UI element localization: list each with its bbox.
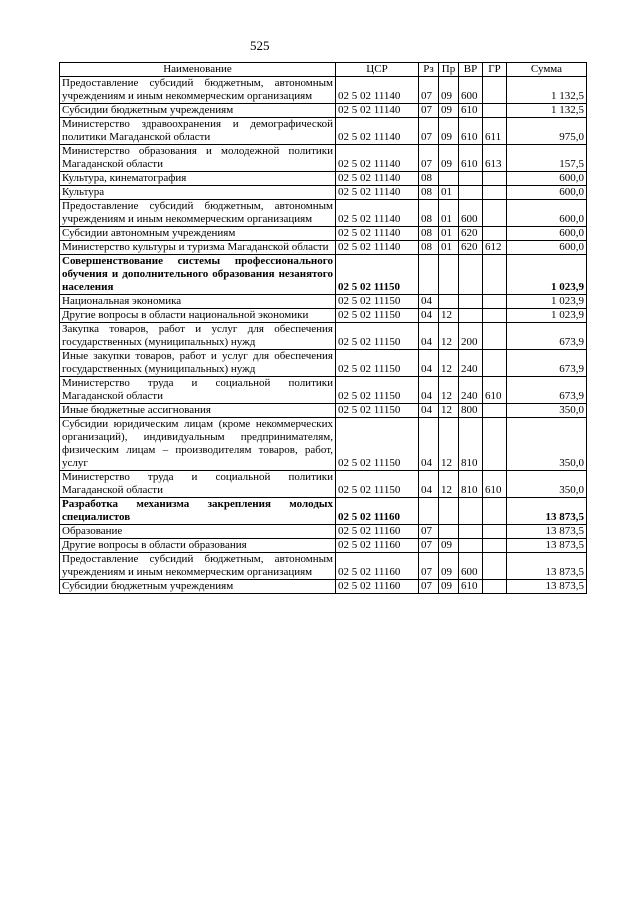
cell-sum: 600,0 [507,200,587,227]
table-row [60,186,587,200]
cell-rz: 07 [419,525,439,539]
table-row [60,498,587,525]
cell-rz: 04 [419,350,439,377]
cell-pr [439,172,459,186]
table-row [60,350,587,377]
cell-csr: 02 5 02 11150 [336,404,419,418]
cell-vr [459,539,483,553]
cell-pr: 09 [439,145,459,172]
cell-pr: 09 [439,580,459,594]
cell-rz: 07 [419,539,439,553]
cell-csr: 02 5 02 11140 [336,186,419,200]
cell-sum: 13 873,5 [507,539,587,553]
cell-vr: 810 [459,471,483,498]
cell-sum: 673,9 [507,350,587,377]
cell-pr: 09 [439,104,459,118]
cell-gr [483,77,507,104]
cell-sum: 600,0 [507,186,587,200]
cell-vr: 200 [459,323,483,350]
cell-gr: 611 [483,118,507,145]
cell-pr [439,498,459,525]
cell-vr: 810 [459,418,483,471]
table-row [60,471,587,498]
cell-vr: 600 [459,200,483,227]
cell-sum: 13 873,5 [507,580,587,594]
cell-csr: 02 5 02 11140 [336,200,419,227]
table-row [60,295,587,309]
cell-sum: 350,0 [507,471,587,498]
cell-name: Субсидии юридическим лицам (кроме некоммерческих организаций), индивидуальным предпринимателям, физическим лицам – производителям товаров, работ, услуг [60,418,336,471]
cell-vr: 610 [459,145,483,172]
cell-sum: 1 023,9 [507,309,587,323]
cell-csr: 02 5 02 11160 [336,553,419,580]
cell-vr: 240 [459,350,483,377]
cell-pr: 09 [439,77,459,104]
cell-sum: 600,0 [507,172,587,186]
cell-name: Субсидии бюджетным учреждениям [60,104,336,118]
cell-rz: 04 [419,418,439,471]
table-header-row [60,63,587,77]
cell-csr: 02 5 02 11150 [336,255,419,295]
table-row [60,255,587,295]
cell-pr: 01 [439,241,459,255]
header-name: Наименование [60,63,336,77]
cell-pr: 12 [439,309,459,323]
cell-name: Образование [60,525,336,539]
cell-rz: 07 [419,580,439,594]
cell-rz: 08 [419,241,439,255]
cell-gr: 612 [483,241,507,255]
cell-csr: 02 5 02 11160 [336,525,419,539]
cell-name: Закупка товаров, работ и услуг для обеспечения государственных (муниципальных) нужд [60,323,336,350]
cell-csr: 02 5 02 11140 [336,118,419,145]
cell-pr: 09 [439,539,459,553]
cell-rz: 08 [419,227,439,241]
cell-sum: 975,0 [507,118,587,145]
cell-vr: 610 [459,118,483,145]
cell-vr [459,255,483,295]
cell-pr: 01 [439,227,459,241]
cell-sum: 350,0 [507,404,587,418]
cell-csr: 02 5 02 11140 [336,145,419,172]
cell-gr [483,418,507,471]
table-row [60,404,587,418]
cell-vr: 620 [459,227,483,241]
cell-vr [459,309,483,323]
cell-gr [483,295,507,309]
cell-csr: 02 5 02 11160 [336,498,419,525]
cell-gr [483,350,507,377]
cell-name: Иные бюджетные ассигнования [60,404,336,418]
cell-pr: 12 [439,418,459,471]
cell-pr: 09 [439,118,459,145]
cell-gr: 613 [483,145,507,172]
cell-pr [439,295,459,309]
cell-gr [483,309,507,323]
header-vr: ВР [459,63,483,77]
cell-csr: 02 5 02 11140 [336,241,419,255]
cell-rz: 07 [419,118,439,145]
table-row [60,118,587,145]
cell-sum: 13 873,5 [507,525,587,539]
cell-sum: 157,5 [507,145,587,172]
cell-rz: 08 [419,200,439,227]
cell-pr: 09 [439,553,459,580]
table-row [60,553,587,580]
table-row [60,309,587,323]
cell-rz: 08 [419,172,439,186]
cell-rz: 04 [419,323,439,350]
cell-gr: 610 [483,377,507,404]
header-pr: Пр [439,63,459,77]
header-sum: Сумма [507,63,587,77]
cell-name: Субсидии бюджетным учреждениям [60,580,336,594]
cell-gr [483,186,507,200]
cell-name: Министерство здравоохранения и демографической политики Магаданской области [60,118,336,145]
header-rz: Рз [419,63,439,77]
cell-pr: 12 [439,323,459,350]
budget-table [59,62,587,594]
cell-vr [459,295,483,309]
cell-name: Министерство труда и социальной политики Магаданской области [60,471,336,498]
cell-rz [419,498,439,525]
cell-name: Субсидии автономным учреждениям [60,227,336,241]
cell-csr: 02 5 02 11140 [336,227,419,241]
cell-pr: 12 [439,471,459,498]
cell-gr [483,525,507,539]
cell-name: Предоставление субсидий бюджетным, автономным учреждениям и иным некоммерческим организациям [60,553,336,580]
table-row [60,323,587,350]
cell-name: Предоставление субсидий бюджетным, автономным учреждениям и иным некоммерческим организациям [60,200,336,227]
table-row [60,104,587,118]
cell-name: Национальная экономика [60,295,336,309]
cell-vr: 800 [459,404,483,418]
cell-gr [483,104,507,118]
table-row [60,172,587,186]
cell-gr [483,255,507,295]
cell-rz: 04 [419,377,439,404]
cell-sum: 600,0 [507,227,587,241]
cell-gr [483,200,507,227]
cell-pr: 01 [439,200,459,227]
cell-sum: 1 132,5 [507,104,587,118]
cell-sum: 1 023,9 [507,295,587,309]
cell-pr: 12 [439,404,459,418]
header-csr: ЦСР [336,63,419,77]
table-row [60,525,587,539]
cell-rz: 04 [419,295,439,309]
cell-csr: 02 5 02 11150 [336,377,419,404]
table-row [60,580,587,594]
cell-pr [439,525,459,539]
cell-name: Министерство культуры и туризма Магаданской области [60,241,336,255]
cell-gr [483,553,507,580]
cell-name: Культура [60,186,336,200]
cell-vr: 240 [459,377,483,404]
cell-rz [419,255,439,295]
table-row [60,241,587,255]
cell-csr: 02 5 02 11150 [336,309,419,323]
cell-sum: 673,9 [507,377,587,404]
cell-vr: 600 [459,553,483,580]
cell-vr: 600 [459,77,483,104]
cell-gr [483,323,507,350]
cell-gr [483,539,507,553]
table-row [60,377,587,404]
cell-csr: 02 5 02 11150 [336,471,419,498]
header-gr: ГР [483,63,507,77]
table-row [60,200,587,227]
cell-rz: 07 [419,553,439,580]
cell-name: Культура, кинематография [60,172,336,186]
page-number: 525 [250,38,270,53]
cell-csr: 02 5 02 11150 [336,350,419,377]
cell-pr: 12 [439,350,459,377]
cell-csr: 02 5 02 11160 [336,580,419,594]
cell-pr [439,255,459,295]
cell-csr: 02 5 02 11150 [336,418,419,471]
cell-gr [483,172,507,186]
cell-vr [459,498,483,525]
cell-name: Другие вопросы в области образования [60,539,336,553]
cell-sum: 350,0 [507,418,587,471]
cell-sum: 13 873,5 [507,553,587,580]
table-row [60,145,587,172]
cell-rz: 04 [419,471,439,498]
cell-name: Другие вопросы в области национальной экономики [60,309,336,323]
cell-vr: 620 [459,241,483,255]
cell-vr: 610 [459,104,483,118]
cell-pr: 01 [439,186,459,200]
cell-name: Министерство труда и социальной политики Магаданской области [60,377,336,404]
cell-name: Совершенствование системы профессионального обучения и дополнительного образования незанятого населения [60,255,336,295]
table-row [60,539,587,553]
cell-name: Иные закупки товаров, работ и услуг для обеспечения государственных (муниципальных) нужд [60,350,336,377]
cell-rz: 08 [419,186,439,200]
cell-sum: 13 873,5 [507,498,587,525]
cell-vr [459,186,483,200]
cell-gr [483,404,507,418]
cell-csr: 02 5 02 11140 [336,104,419,118]
cell-sum: 1 132,5 [507,77,587,104]
cell-vr [459,525,483,539]
cell-name: Предоставление субсидий бюджетным, автономным учреждениям и иным некоммерческим организациям [60,77,336,104]
cell-gr [483,227,507,241]
table-row [60,77,587,104]
cell-gr [483,580,507,594]
cell-rz: 07 [419,104,439,118]
cell-pr: 12 [439,377,459,404]
cell-csr: 02 5 02 11160 [336,539,419,553]
cell-csr: 02 5 02 11140 [336,77,419,104]
cell-sum: 600,0 [507,241,587,255]
cell-name: Министерство образования и молодежной политики Магаданской области [60,145,336,172]
cell-name: Разработка механизма закрепления молодых специалистов [60,498,336,525]
cell-rz: 07 [419,77,439,104]
cell-rz: 07 [419,145,439,172]
cell-sum: 1 023,9 [507,255,587,295]
cell-csr: 02 5 02 11150 [336,323,419,350]
cell-gr [483,498,507,525]
cell-gr: 610 [483,471,507,498]
cell-rz: 04 [419,404,439,418]
cell-vr: 610 [459,580,483,594]
cell-vr [459,172,483,186]
table-row [60,418,587,471]
cell-csr: 02 5 02 11140 [336,172,419,186]
cell-csr: 02 5 02 11150 [336,295,419,309]
cell-rz: 04 [419,309,439,323]
cell-sum: 673,9 [507,323,587,350]
table-row [60,227,587,241]
